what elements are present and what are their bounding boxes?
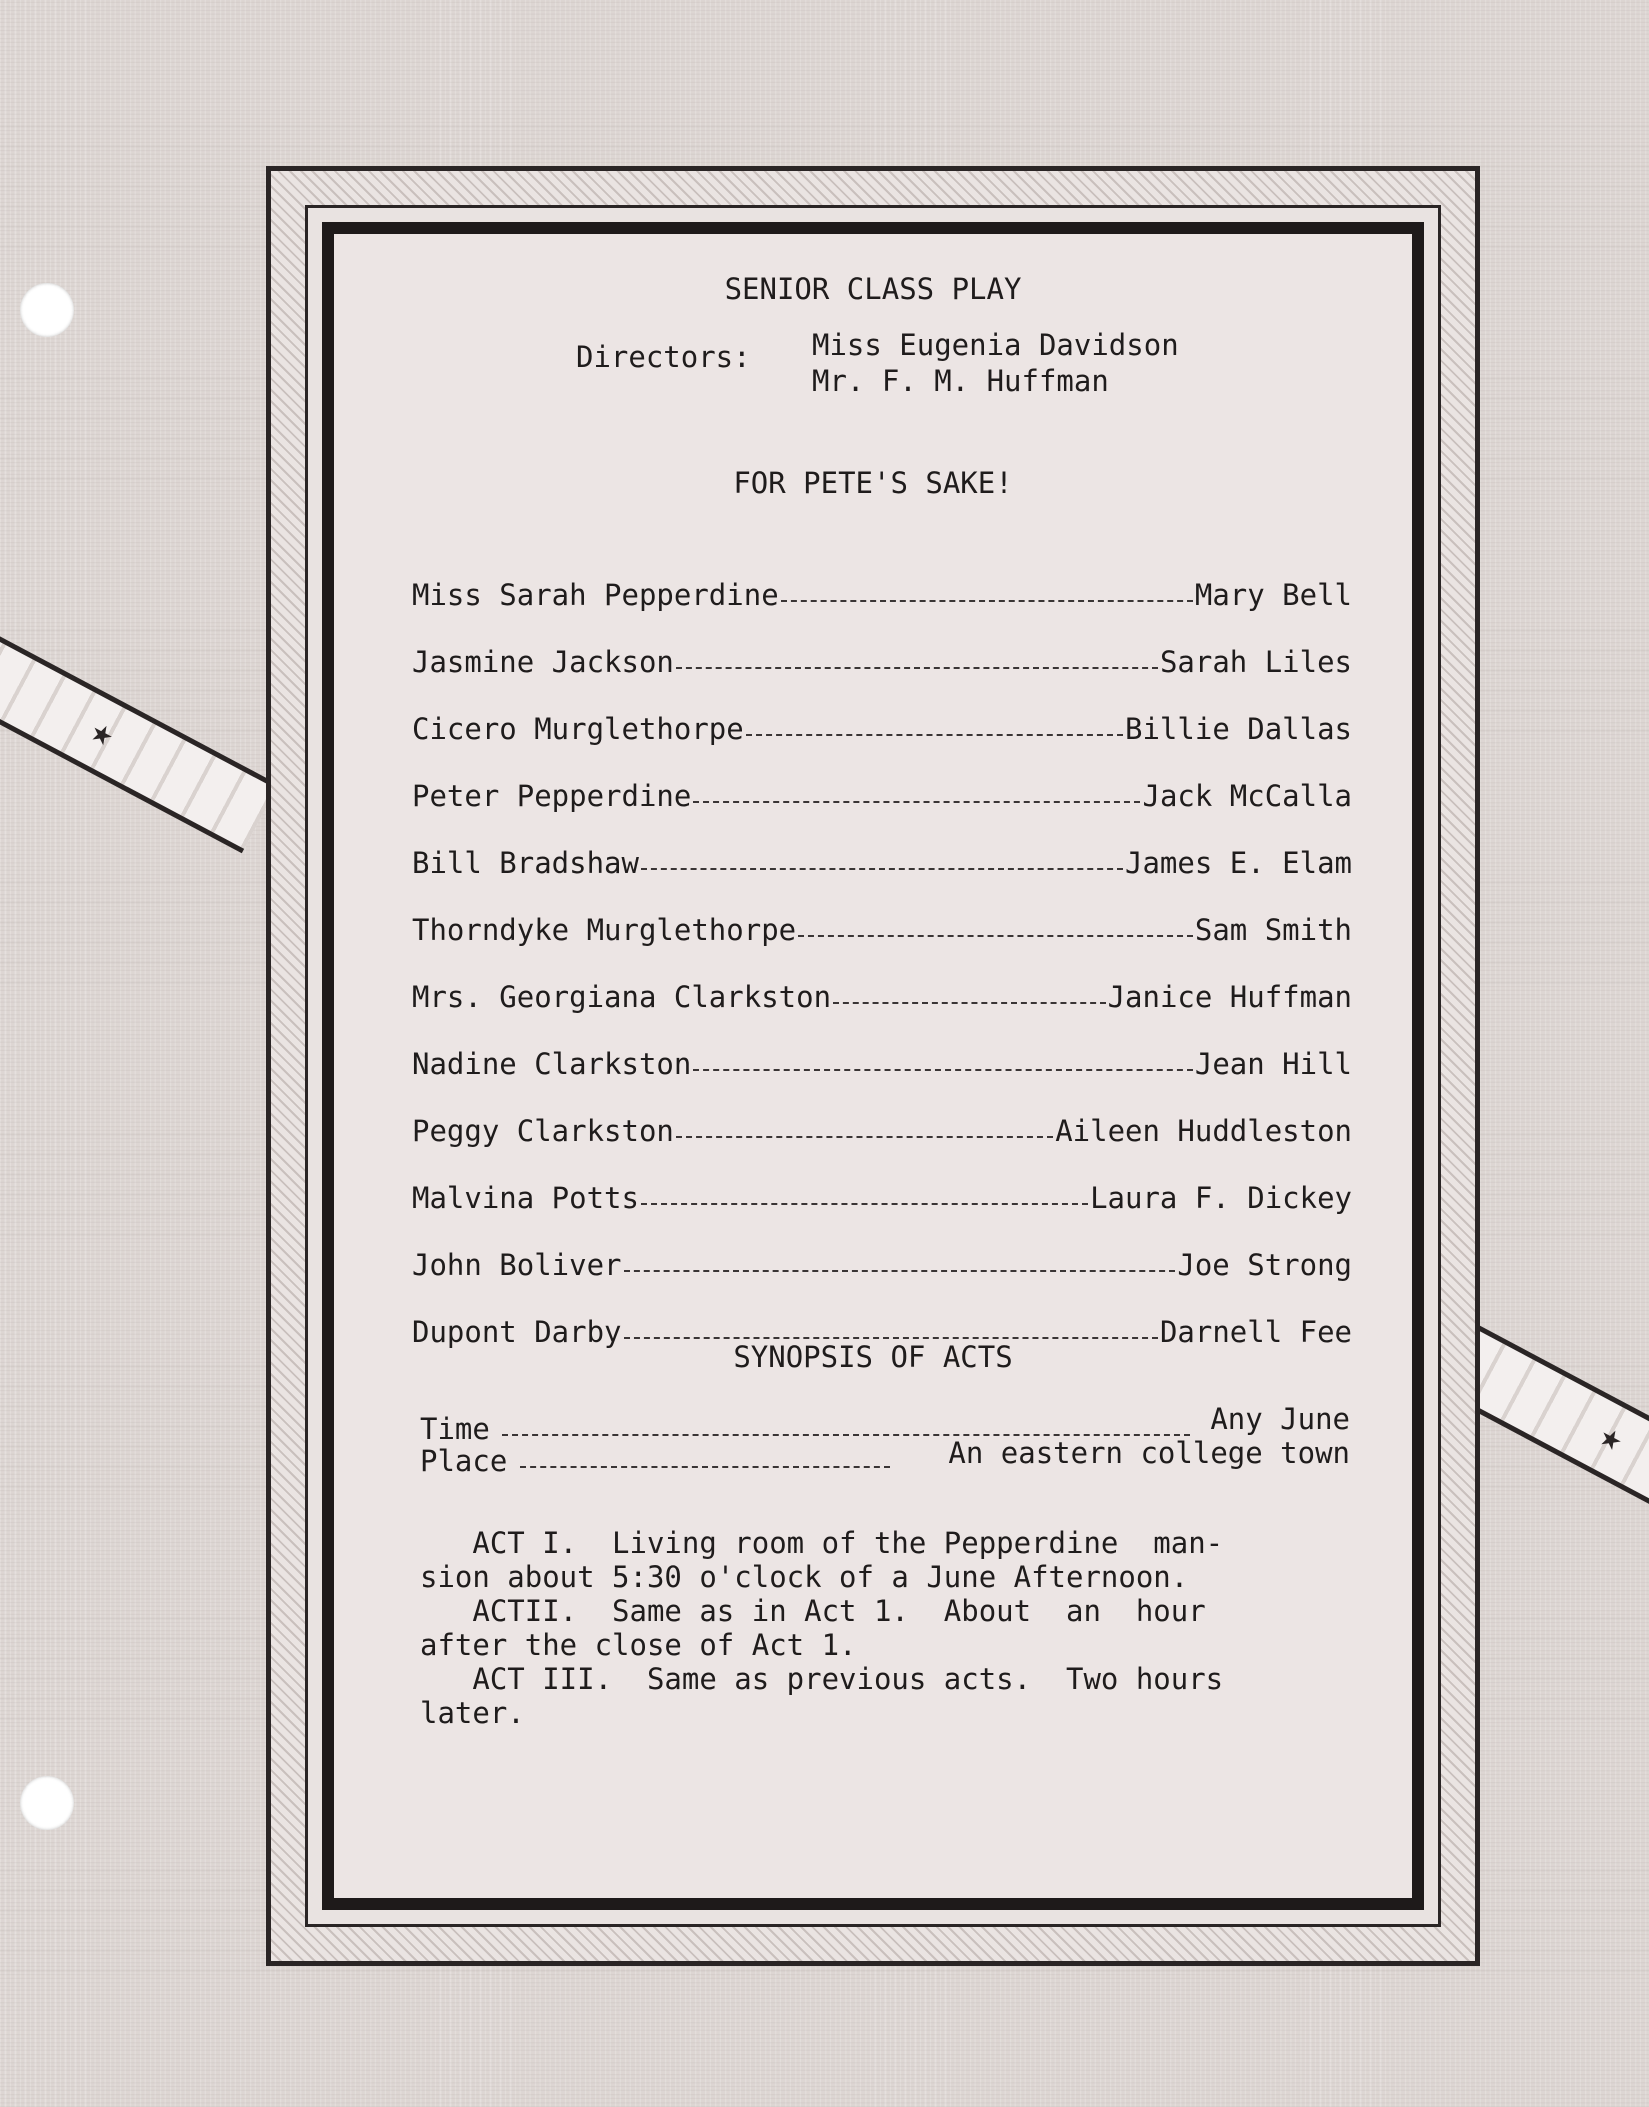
- act-two-line: ACTII. Same as in Act 1. About an hour: [420, 1594, 1206, 1628]
- place-label: Place: [420, 1444, 508, 1478]
- cast-row: [412, 1047, 1352, 1087]
- actor-name: Aileen Huddleston: [1055, 1114, 1352, 1148]
- play-title: FOR PETE'S SAKE!: [733, 466, 1013, 500]
- program-panel: [322, 222, 1424, 1910]
- leader-dots: [676, 667, 1158, 669]
- act-three-line: later.: [420, 1696, 525, 1730]
- cast-row: [412, 1248, 1352, 1288]
- role-name: Bill Bradshaw: [412, 846, 639, 880]
- cast-row: [412, 578, 1352, 618]
- star-icon: ★: [1592, 1413, 1632, 1461]
- role-name: Peter Pepperdine: [412, 779, 692, 813]
- act-one-line: sion about 5:30 o'clock of a June Afternoon.: [420, 1560, 1189, 1594]
- actor-name: Laura F. Dickey: [1090, 1181, 1352, 1215]
- place-row: [420, 1436, 1350, 1484]
- role-name: Mrs. Georgiana Clarkston: [412, 980, 832, 1014]
- border-inner-rule: [305, 205, 1441, 1927]
- place-value: An eastern college town: [948, 1436, 1350, 1470]
- cast-row: [412, 712, 1352, 752]
- ornamental-border: [266, 166, 1480, 1966]
- leader-dots: [641, 1203, 1088, 1205]
- binder-hole-top: [20, 283, 74, 337]
- actor-name: James E. Elam: [1125, 846, 1352, 880]
- leader-dots: [693, 1069, 1193, 1071]
- role-name: Thorndyke Murglethorpe: [412, 913, 797, 947]
- binder-hole-bottom: [20, 1776, 74, 1830]
- leader-dots: [624, 1270, 1175, 1272]
- cast-row: [412, 846, 1352, 886]
- leader-dots: [833, 1002, 1106, 1004]
- leader-dots: [520, 1466, 890, 1468]
- role-name: John Boliver: [412, 1248, 622, 1282]
- actor-name: Sarah Liles: [1159, 645, 1352, 679]
- director-name: Miss Eugenia Davidson: [812, 328, 1179, 362]
- directors-label: Directors:: [576, 340, 751, 374]
- synopsis-heading: SYNOPSIS OF ACTS: [733, 1340, 1013, 1374]
- act-two-line: after the close of Act 1.: [420, 1628, 857, 1662]
- role-name: Nadine Clarkston: [412, 1047, 692, 1081]
- leader-dots: [676, 1136, 1053, 1138]
- actor-name: Sam Smith: [1194, 913, 1352, 947]
- act-three-line: ACT III. Same as previous acts. Two hours: [420, 1662, 1224, 1696]
- leader-dots: [746, 734, 1123, 736]
- decorative-ribbon-left: [0, 625, 278, 853]
- role-name: Cicero Murglethorpe: [412, 712, 744, 746]
- cast-row: [412, 1181, 1352, 1221]
- role-name: Jasmine Jackson: [412, 645, 674, 679]
- leader-dots: [693, 801, 1140, 803]
- actor-name: Jean Hill: [1194, 1047, 1352, 1081]
- program-page: [354, 248, 1392, 1884]
- cast-row: [412, 913, 1352, 953]
- cast-row: [412, 645, 1352, 685]
- role-name: Malvina Potts: [412, 1181, 639, 1215]
- page-title: SENIOR CLASS PLAY: [724, 272, 1022, 306]
- time-value: Any June: [1210, 1402, 1350, 1436]
- actor-name: Billie Dallas: [1125, 712, 1352, 746]
- leader-dots: [624, 1337, 1158, 1339]
- actor-name: Jack McCalla: [1142, 779, 1352, 813]
- actor-name: Joe Strong: [1177, 1248, 1352, 1282]
- role-name: Miss Sarah Pepperdine: [412, 578, 779, 612]
- leader-dots: [798, 935, 1193, 937]
- role-name: Dupont Darby: [412, 1315, 622, 1349]
- actor-name: Darnell Fee: [1159, 1315, 1352, 1349]
- leader-dots: [781, 600, 1193, 602]
- leader-dots: [641, 868, 1123, 870]
- cast-row: [412, 1114, 1352, 1154]
- role-name: Peggy Clarkston: [412, 1114, 674, 1148]
- actor-name: Mary Bell: [1194, 578, 1352, 612]
- director-name: Mr. F. M. Huffman: [812, 364, 1109, 398]
- actor-name: Janice Huffman: [1107, 980, 1352, 1014]
- cast-row: [412, 779, 1352, 819]
- time-label: Time: [420, 1412, 490, 1446]
- cast-row: [412, 980, 1352, 1020]
- act-one-line: ACT I. Living room of the Pepperdine man-: [420, 1526, 1224, 1560]
- star-icon: ★: [83, 709, 123, 756]
